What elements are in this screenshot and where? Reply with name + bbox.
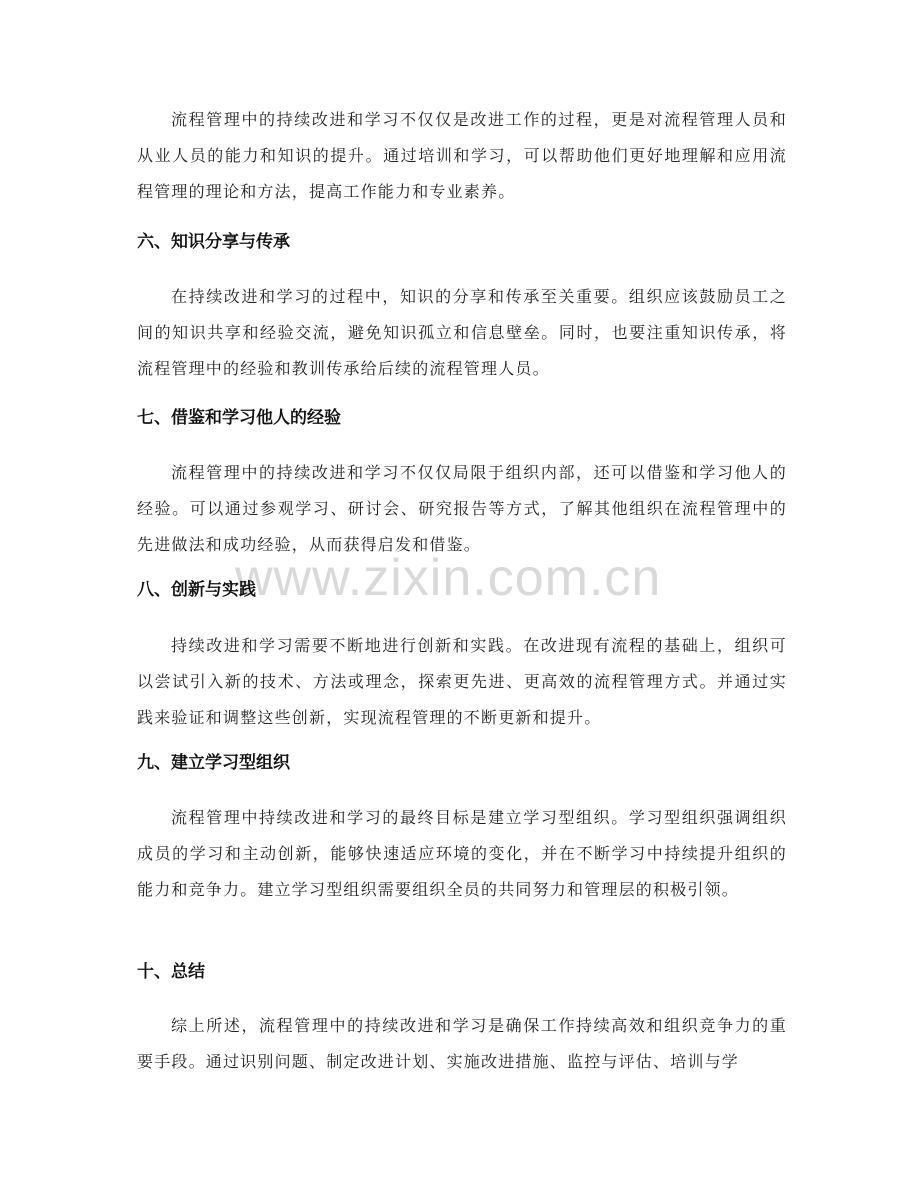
section-6-paragraph: 在持续改进和学习的过程中，知识的分享和传承至关重要。组织应该鼓励员工之间的知识共享和经验交流，避免知识孤立和信息壁垒。同时，也要注重知识传承，将流程管理中的经验和教训传承给后续的流程管理人员。 bbox=[137, 287, 787, 378]
intro-paragraph: 流程管理中的持续改进和学习不仅仅是改进工作的过程，更是对流程管理人员和从业人员的能力和知识的提升。通过培训和学习，可以帮助他们更好地理解和应用流程管理的理论和方法，提高工作能力和专业素养。 bbox=[137, 110, 787, 201]
section-9-heading: 九、建立学习型组织 bbox=[137, 753, 290, 773]
section-8-paragraph: 持续改进和学习需要不断地进行创新和实践。在改进现有流程的基础上，组织可以尝试引入新的技术、方法或理念，探索更先进、更高效的流程管理方式。并通过实践来验证和调整这些创新，实现流程管理的不断更新和提升。 bbox=[137, 636, 787, 727]
section-6-heading: 六、知识分享与传承 bbox=[137, 232, 290, 252]
section-8-heading: 八、创新与实践 bbox=[137, 580, 256, 600]
watermark: www.zixin.com.cn bbox=[235, 549, 662, 607]
section-7-paragraph: 流程管理中的持续改进和学习不仅仅局限于组织内部，还可以借鉴和学习他人的经验。可以通过参观学习、研讨会、研究报告等方式，了解其他组织在流程管理中的先进做法和成功经验，从而获得启发和借鉴。 bbox=[137, 463, 787, 554]
section-10-heading: 十、总结 bbox=[137, 962, 205, 982]
section-9-paragraph: 流程管理中持续改进和学习的最终目标是建立学习型组织。学习型组织强调组织成员的学习和主动创新，能够快速适应环境的变化，并在不断学习中持续提升组织的能力和竞争力。建立学习型组织需要组织全员的共同努力和管理层的积极引领。 bbox=[137, 808, 787, 899]
section-10-paragraph: 综上所述，流程管理中的持续改进和学习是确保工作持续高效和组织竞争力的重要手段。通过识别问题、制定改进计划、实施改进措施、监控与评估、培训与学 bbox=[137, 1016, 787, 1071]
section-7-heading: 七、借鉴和学习他人的经验 bbox=[137, 408, 341, 428]
